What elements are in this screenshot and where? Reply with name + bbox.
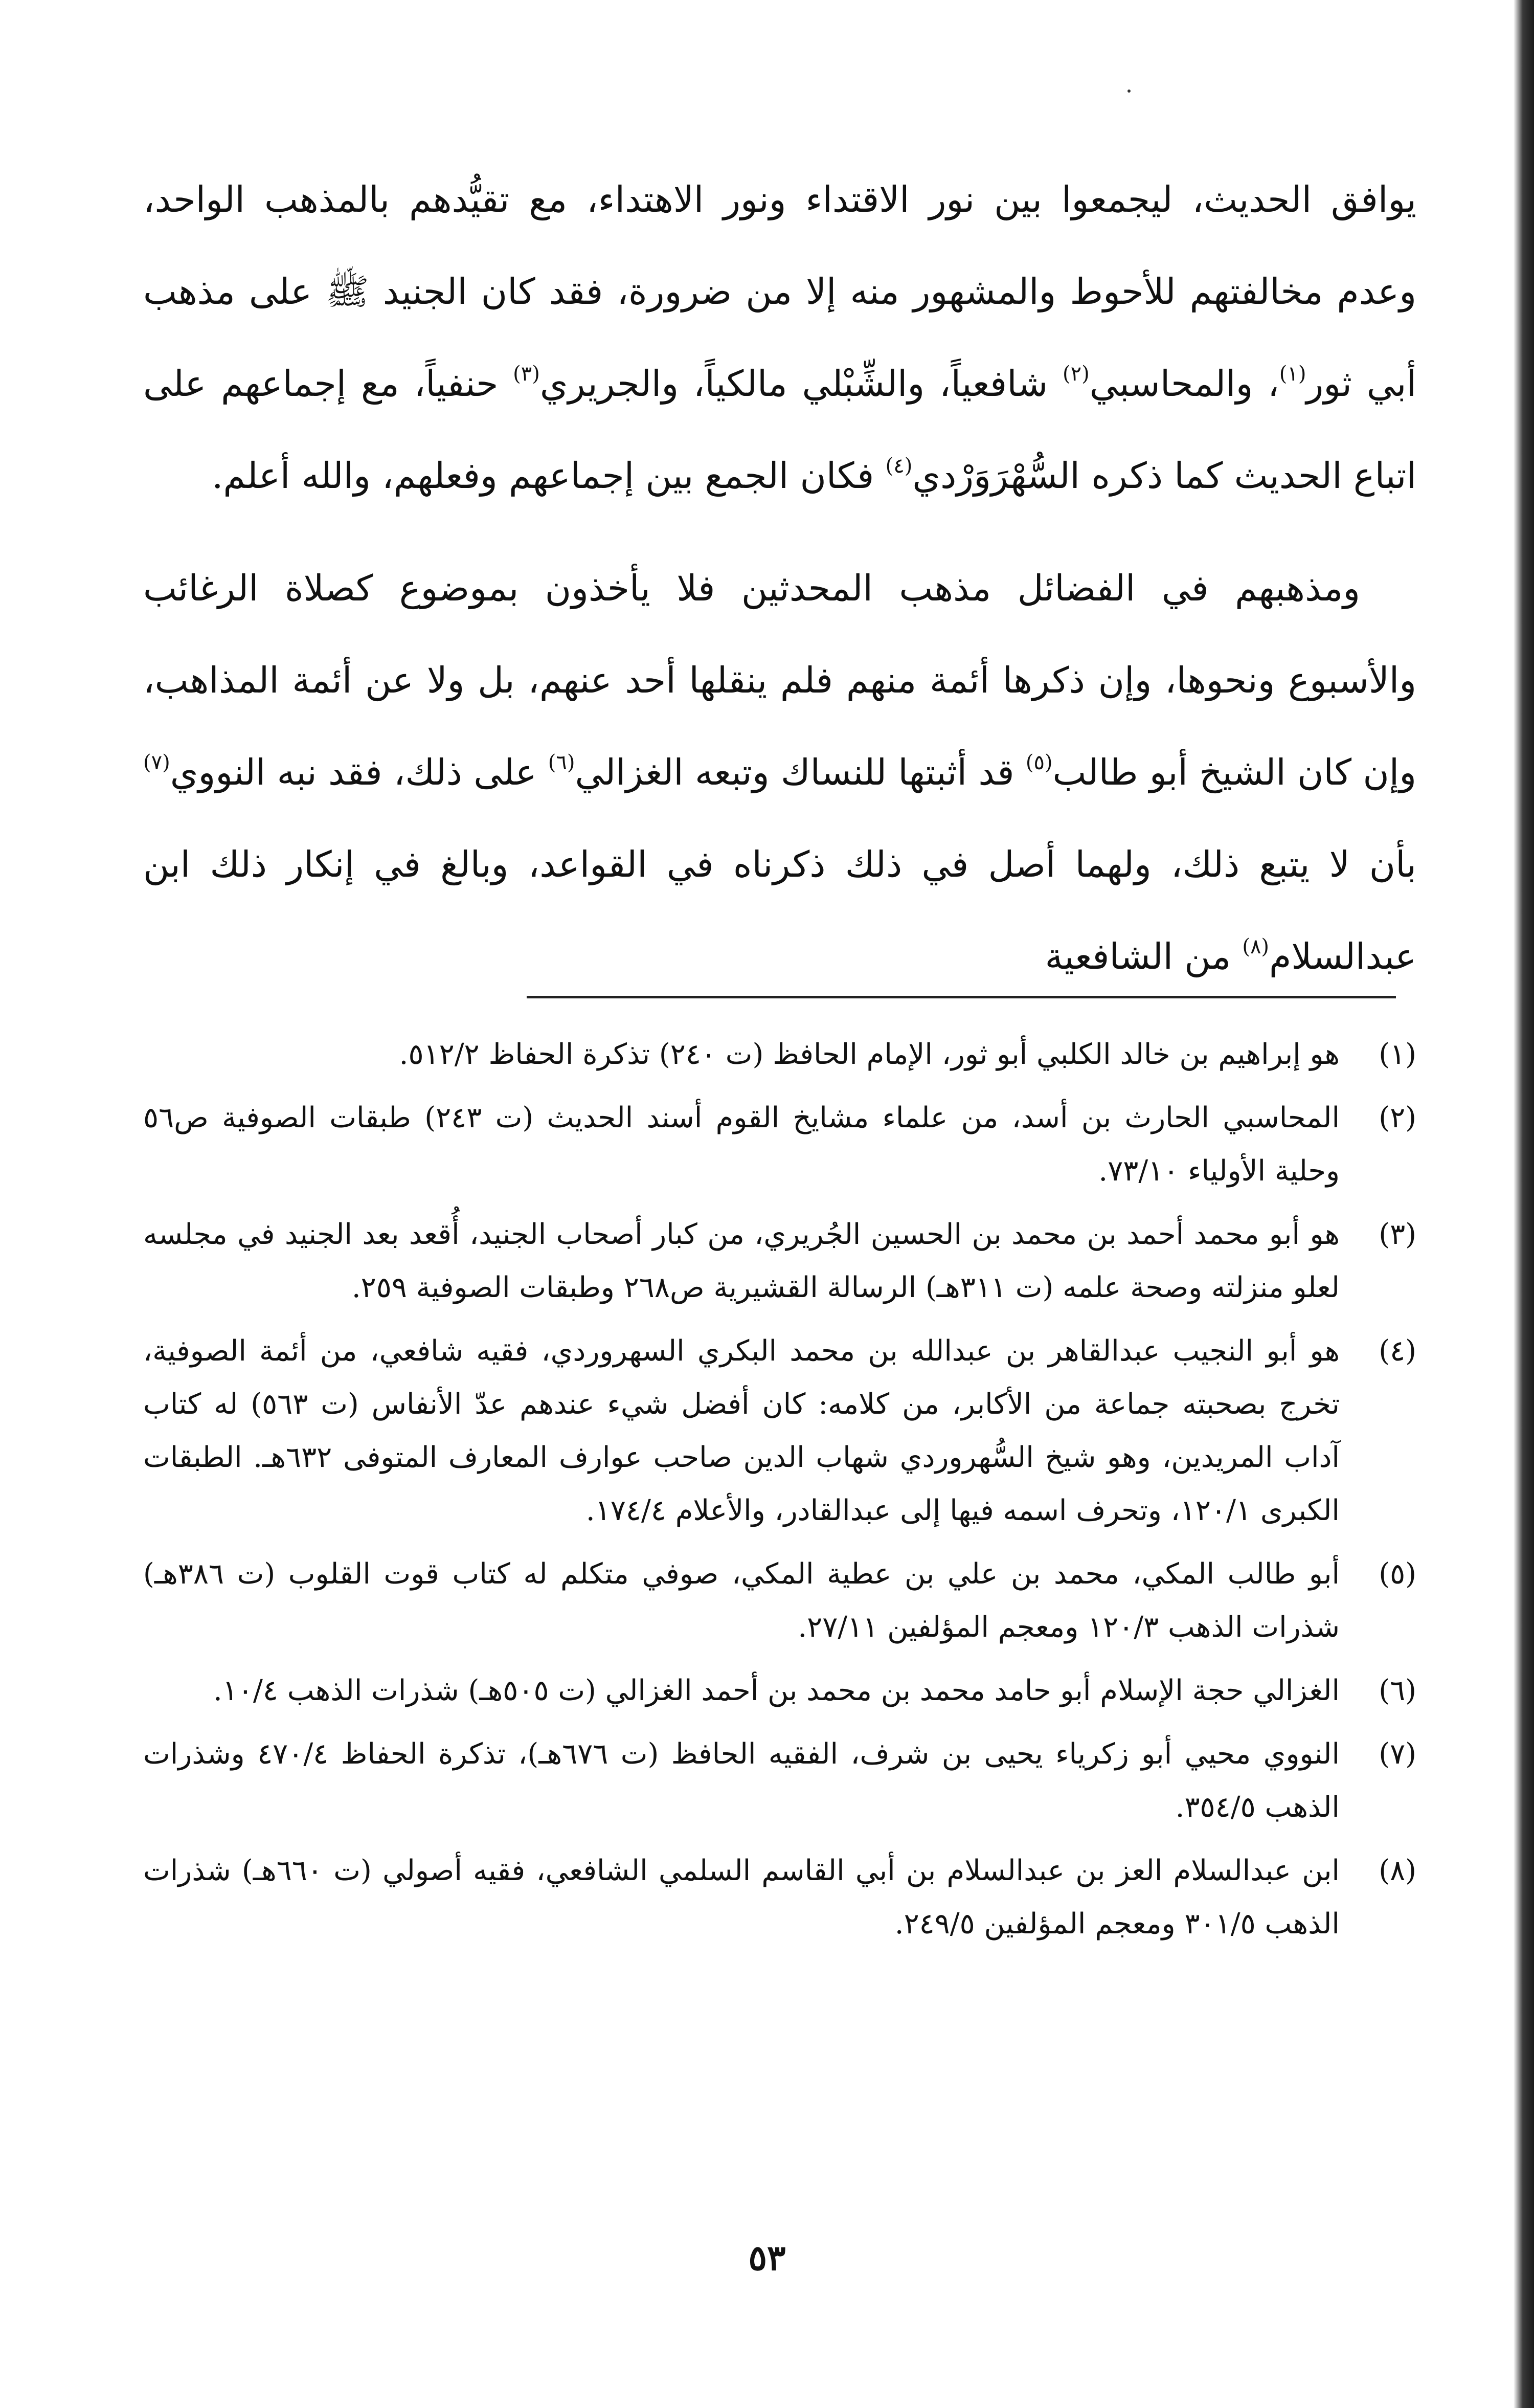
footnote-text: ابن عبدالسلام العز بن عبدالسلام بن أبي القاسم السلمي الشافعي، فقيه أصولي (ت ٦٦٠هـ) شذرات الذهب ٣٠١/٥ ومعجم المؤلفين ٢٤٩/٥. xyxy=(143,1854,1340,1941)
footnote-8 xyxy=(143,1844,1416,1951)
footnote-4 xyxy=(143,1325,1416,1537)
footnote-text: هو أبو النجيب عبدالقاهر بن عبدالله بن محمد البكري السهروردي، فقيه شافعي، من أئمة الصوفية، تخرج بصحبته جماعة من الأكابر، من كلامه: كان أفضل شيء عندهم عدّ الأنفاس (ت ٥٦٣) له كتاب آداب المريدين، وهو شيخ السُّهروردي شهاب الدين صاحب عوارف المعارف المتوفى ٦٣٢هـ. الطبقات الكبرى ١٢٠/١، وتحرف اسمه فيها إلى عبدالقادر، والأعلام ١٧٤/٤. xyxy=(143,1334,1340,1527)
p1-segment: شافعياً، والشِّبْلي مالكياً، والجريري xyxy=(539,363,1063,405)
footnote-7 xyxy=(143,1728,1416,1834)
p1-segment: حنفياً، مع إجماعهم على اتباع الحديث كما ذكره السُّهْرَوَرْدي xyxy=(143,363,1416,497)
footnote-number: (٧) xyxy=(1379,1737,1416,1771)
page-number: ٥٣ xyxy=(748,2238,786,2279)
footnote-ref-4: (٤) xyxy=(885,454,913,478)
footnote-ref-1: (١) xyxy=(1279,362,1306,386)
footnote-5 xyxy=(143,1548,1416,1654)
main-paragraph-2 xyxy=(143,542,1416,1002)
footnote-number: (٦) xyxy=(1379,1674,1416,1707)
footnote-number: (١) xyxy=(1379,1038,1416,1071)
footnote-ref-7: (٧) xyxy=(143,751,170,774)
p2-segment: قد أثبتها للنساك وتبعه الغزالي xyxy=(575,751,1026,793)
footnote-text: الغزالي حجة الإسلام أبو حامد محمد بن محمد بن أحمد الغزالي (ت ٥٠٥هـ) شذرات الذهب ١٠/٤. xyxy=(213,1674,1340,1707)
footnote-ref-8: (٨) xyxy=(1242,935,1270,958)
footnote-number: (٤) xyxy=(1379,1334,1416,1368)
footnote-text: هو إبراهيم بن خالد الكلبي أبو ثور، الإمام الحافظ (ت ٢٤٠) تذكرة الحفاظ ٥١٢/٢. xyxy=(399,1038,1340,1071)
footnote-ref-6: (٦) xyxy=(548,751,575,774)
book-spine-shadow xyxy=(1514,0,1534,2408)
footnote-ref-3: (٣) xyxy=(513,362,540,386)
p2-segment: على ذلك، فقد نبه النووي xyxy=(170,751,548,793)
footnote-number: (٨) xyxy=(1379,1854,1416,1887)
main-paragraph-1 xyxy=(143,153,1416,522)
footnotes-list xyxy=(143,1028,1416,1961)
footnote-1 xyxy=(143,1028,1416,1081)
footnote-separator-rule xyxy=(527,996,1396,998)
p2-segment: ومذهبهم في الفضائل مذهب المحدثين فلا يأخذون بموضوع كصلاة الرغائب والأسبوع ونحوها، وإن ذكرها أئمة منهم فلم ينقلها أحد عنهم، بل ولا عن أئمة المذاهب، وإن كان الشيخ أبو طالب xyxy=(143,567,1416,793)
footnote-2 xyxy=(143,1091,1416,1198)
footnote-text: أبو طالب المكي، محمد بن علي بن عطية المكي، صوفي متكلم له كتاب قوت القلوب (ت ٣٨٦هـ) شذرات الذهب ١٢٠/٣ ومعجم المؤلفين ٢٧/١١. xyxy=(143,1557,1340,1644)
footnote-text: المحاسبي الحارث بن أسد، من علماء مشايخ القوم أسند الحديث (ت ٢٤٣) طبقات الصوفية ص٥٦ وحلية الأولياء ٧٣/١٠. xyxy=(143,1101,1340,1188)
p2-segment: من الشافعية xyxy=(1045,935,1243,977)
footnote-ref-2: (٢) xyxy=(1063,362,1090,386)
footnote-text: النووي محيي أبو زكرياء يحيى بن شرف، الفقيه الحافظ (ت ٦٧٦هـ)، تذكرة الحفاظ ٤٧٠/٤ وشذرات الذهب ٣٥٤/٥. xyxy=(143,1737,1340,1824)
p1-segment: ، والمحاسبي xyxy=(1089,363,1279,405)
footnote-number: (٣) xyxy=(1379,1218,1416,1251)
p1-segment: فكان الجمع بين إجماعهم وفعلهم، والله أعلم. xyxy=(212,455,886,497)
footnote-ref-5: (٥) xyxy=(1025,751,1053,774)
p1-segment: يوافق الحديث، ليجمعوا بين نور الاقتداء ونور الاهتداء، مع تقيُّدهم بالمذهب الواحد، وعدم مخالفتهم للأحوط والمشهور منه إلا من ضرورة، فقد كان الجنيد ﷺ على مذهب أبي ثور xyxy=(143,179,1416,405)
footnote-number: (٢) xyxy=(1379,1101,1416,1134)
paper-speck xyxy=(1127,90,1131,93)
main-body-text xyxy=(143,153,1416,1002)
p2-segment: بأن لا يتبع ذلك، ولهما أصل في ذلك ذكرناه في القواعد، وبالغ في إنكار ذلك ابن عبدالسلام xyxy=(143,843,1416,977)
footnote-6 xyxy=(143,1664,1416,1718)
footnote-number: (٥) xyxy=(1379,1557,1416,1591)
footnote-text: هو أبو محمد أحمد بن محمد بن الحسين الجُريري، من كبار أصحاب الجنيد، أُقعد بعد الجنيد في مجلسه لعلو منزلته وصحة علمه (ت ٣١١هـ) الرسالة القشيرية ص٢٦٨ وطبقات الصوفية ٢٥٩. xyxy=(143,1218,1340,1304)
footnote-3 xyxy=(143,1208,1416,1314)
